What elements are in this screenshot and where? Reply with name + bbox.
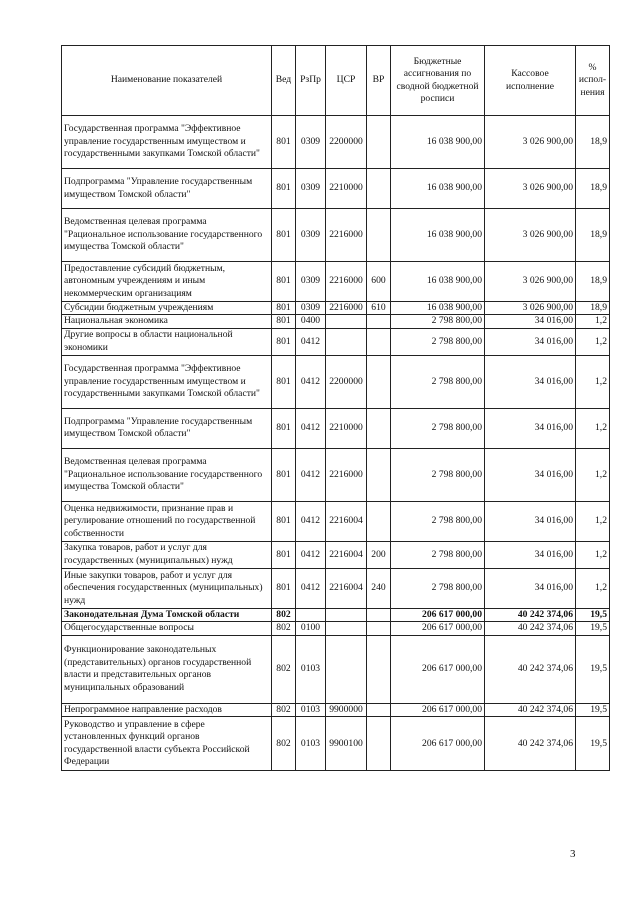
row-cash-execution: 3 026 900,00	[485, 116, 576, 169]
row-ved: 801	[272, 541, 296, 568]
row-percent: 1,2	[576, 328, 610, 355]
row-assignments: 206 617 000,00	[391, 622, 485, 635]
table-row	[62, 209, 610, 262]
row-ved: 801	[272, 302, 296, 315]
header-assignments: Бюджетные ассигнования по сводной бюджетной росписи	[391, 46, 485, 116]
row-vr: 200	[367, 541, 391, 568]
row-assignments: 2 798 800,00	[391, 568, 485, 608]
row-rzpr: 0103	[296, 635, 326, 703]
row-assignments: 2 798 800,00	[391, 541, 485, 568]
row-cash-execution: 40 242 374,06	[485, 717, 576, 771]
row-cash-execution: 3 026 900,00	[485, 302, 576, 315]
row-ved: 802	[272, 608, 296, 621]
row-name: Подпрограмма "Управление государственным имуществом Томской области"	[62, 408, 272, 448]
row-vr	[367, 501, 391, 541]
row-cash-execution: 34 016,00	[485, 355, 576, 408]
table-row	[62, 608, 610, 621]
row-name: Субсидии бюджетным учреждениям	[62, 302, 272, 315]
table-row	[62, 541, 610, 568]
row-csr: 2210000	[326, 408, 367, 448]
row-csr: 2216000	[326, 302, 367, 315]
row-cash-execution: 34 016,00	[485, 541, 576, 568]
row-assignments: 2 798 800,00	[391, 501, 485, 541]
table-row	[62, 328, 610, 355]
row-vr	[367, 328, 391, 355]
row-ved: 801	[272, 568, 296, 608]
row-name: Непрограммное направление расходов	[62, 703, 272, 716]
row-percent: 1,2	[576, 315, 610, 328]
row-name: Общегосударственные вопросы	[62, 622, 272, 635]
row-assignments: 16 038 900,00	[391, 116, 485, 169]
row-cash-execution: 3 026 900,00	[485, 169, 576, 209]
row-percent: 1,2	[576, 501, 610, 541]
row-name: Подпрограмма "Управление государственным имуществом Томской области"	[62, 169, 272, 209]
row-rzpr: 0103	[296, 717, 326, 771]
row-percent: 18,9	[576, 302, 610, 315]
row-name: Национальная экономика	[62, 315, 272, 328]
header-cash-execution: Кассовое исполнение	[485, 46, 576, 116]
row-cash-execution: 34 016,00	[485, 501, 576, 541]
table-row	[62, 622, 610, 635]
table-row	[62, 302, 610, 315]
row-cash-execution: 40 242 374,06	[485, 608, 576, 621]
row-rzpr: 0412	[296, 568, 326, 608]
row-csr: 2216004	[326, 501, 367, 541]
row-ved: 802	[272, 703, 296, 716]
header-ved: Вед	[272, 46, 296, 116]
row-assignments: 2 798 800,00	[391, 355, 485, 408]
row-assignments: 16 038 900,00	[391, 262, 485, 302]
row-rzpr: 0412	[296, 408, 326, 448]
row-rzpr: 0309	[296, 116, 326, 169]
row-name: Законодательная Дума Томской области	[62, 608, 272, 621]
row-percent: 19,5	[576, 703, 610, 716]
table-row	[62, 315, 610, 328]
row-vr: 600	[367, 262, 391, 302]
table-row	[62, 262, 610, 302]
table-row	[62, 635, 610, 703]
row-vr	[367, 635, 391, 703]
row-assignments: 16 038 900,00	[391, 209, 485, 262]
row-cash-execution: 34 016,00	[485, 315, 576, 328]
row-csr	[326, 315, 367, 328]
row-percent: 18,9	[576, 262, 610, 302]
row-name: Предоставление субсидий бюджетным, автономным учреждениям и иным некоммерческим организациям	[62, 262, 272, 302]
row-cash-execution: 3 026 900,00	[485, 209, 576, 262]
row-csr	[326, 608, 367, 621]
row-vr	[367, 315, 391, 328]
row-percent: 19,5	[576, 635, 610, 703]
row-ved: 801	[272, 169, 296, 209]
table-row	[62, 408, 610, 448]
table-row	[62, 116, 610, 169]
row-cash-execution: 34 016,00	[485, 568, 576, 608]
row-vr	[367, 622, 391, 635]
row-csr: 2200000	[326, 355, 367, 408]
row-rzpr: 0412	[296, 328, 326, 355]
header-name: Наименование показателей	[62, 46, 272, 116]
row-percent: 1,2	[576, 541, 610, 568]
row-cash-execution: 34 016,00	[485, 448, 576, 501]
row-name: Функционирование законодательных (представительных) органов государственной власти и представительных органов муниципальных образований	[62, 635, 272, 703]
row-assignments: 16 038 900,00	[391, 302, 485, 315]
row-cash-execution: 40 242 374,06	[485, 635, 576, 703]
row-rzpr: 0100	[296, 622, 326, 635]
row-percent: 1,2	[576, 355, 610, 408]
row-ved: 801	[272, 116, 296, 169]
row-vr: 240	[367, 568, 391, 608]
row-csr	[326, 622, 367, 635]
row-assignments: 206 617 000,00	[391, 717, 485, 771]
table-row	[62, 501, 610, 541]
table-row	[62, 568, 610, 608]
row-rzpr: 0309	[296, 302, 326, 315]
row-assignments: 206 617 000,00	[391, 608, 485, 621]
row-name: Государственная программа "Эффективное управление государственным имуществом и государственными закупками Томской области"	[62, 116, 272, 169]
row-csr: 9900000	[326, 703, 367, 716]
row-name: Закупка товаров, работ и услуг для государственных (муниципальных) нужд	[62, 541, 272, 568]
table-row	[62, 717, 610, 771]
row-rzpr: 0400	[296, 315, 326, 328]
row-csr: 2200000	[326, 116, 367, 169]
row-assignments: 2 798 800,00	[391, 328, 485, 355]
row-cash-execution: 34 016,00	[485, 328, 576, 355]
row-rzpr	[296, 608, 326, 621]
row-csr: 2216000	[326, 209, 367, 262]
row-cash-execution: 40 242 374,06	[485, 622, 576, 635]
row-ved: 801	[272, 209, 296, 262]
row-csr: 2216004	[326, 541, 367, 568]
row-rzpr: 0309	[296, 169, 326, 209]
row-name: Ведомственная целевая программа "Рациональное использование государственного имущества Томской области"	[62, 448, 272, 501]
row-percent: 19,5	[576, 622, 610, 635]
row-assignments: 2 798 800,00	[391, 448, 485, 501]
header-vr: ВР	[367, 46, 391, 116]
row-vr: 610	[367, 302, 391, 315]
row-name: Ведомственная целевая программа "Рациональное использование государственного имущества Томской области"	[62, 209, 272, 262]
row-percent: 18,9	[576, 116, 610, 169]
table-row	[62, 703, 610, 716]
header-percent: % испол-нения	[576, 46, 610, 116]
row-ved: 801	[272, 315, 296, 328]
row-ved: 801	[272, 262, 296, 302]
row-rzpr: 0103	[296, 703, 326, 716]
row-percent: 18,9	[576, 169, 610, 209]
row-name: Руководство и управление в сфере установленных функций органов государственной власти субъекта Российской Федерации	[62, 717, 272, 771]
row-csr: 9900100	[326, 717, 367, 771]
row-percent: 19,5	[576, 608, 610, 621]
row-percent: 1,2	[576, 408, 610, 448]
row-csr	[326, 635, 367, 703]
row-vr	[367, 209, 391, 262]
row-cash-execution: 34 016,00	[485, 408, 576, 448]
row-rzpr: 0412	[296, 501, 326, 541]
row-ved: 801	[272, 328, 296, 355]
row-ved: 801	[272, 501, 296, 541]
row-ved: 802	[272, 622, 296, 635]
row-cash-execution: 3 026 900,00	[485, 262, 576, 302]
row-ved: 801	[272, 408, 296, 448]
row-vr	[367, 448, 391, 501]
row-csr: 2216000	[326, 448, 367, 501]
row-name: Оценка недвижимости, признание прав и регулирование отношений по государственной собственности	[62, 501, 272, 541]
row-vr	[367, 355, 391, 408]
row-ved: 802	[272, 635, 296, 703]
row-ved: 802	[272, 717, 296, 771]
row-rzpr: 0412	[296, 541, 326, 568]
row-assignments: 16 038 900,00	[391, 169, 485, 209]
table-body	[62, 116, 610, 771]
header-csr: ЦСР	[326, 46, 367, 116]
row-percent: 1,2	[576, 448, 610, 501]
row-percent: 1,2	[576, 568, 610, 608]
row-rzpr: 0309	[296, 262, 326, 302]
row-vr	[367, 717, 391, 771]
row-name: Другие вопросы в области национальной экономики	[62, 328, 272, 355]
row-rzpr: 0412	[296, 355, 326, 408]
row-percent: 18,9	[576, 209, 610, 262]
row-name: Государственная программа "Эффективное управление государственным имуществом и государственными закупками Томской области"	[62, 355, 272, 408]
row-csr	[326, 328, 367, 355]
row-vr	[367, 408, 391, 448]
row-name: Иные закупки товаров, работ и услуг для обеспечения государственных (муниципальных) нужд	[62, 568, 272, 608]
table-row	[62, 355, 610, 408]
row-assignments: 2 798 800,00	[391, 408, 485, 448]
row-csr: 2216004	[326, 568, 367, 608]
row-csr: 2216000	[326, 262, 367, 302]
page-number: 3	[570, 848, 576, 860]
row-assignments: 206 617 000,00	[391, 635, 485, 703]
row-csr: 2210000	[326, 169, 367, 209]
row-vr	[367, 116, 391, 169]
row-vr	[367, 169, 391, 209]
table-row	[62, 448, 610, 501]
budget-execution-table	[61, 45, 610, 771]
table-header-row	[62, 46, 610, 116]
row-rzpr: 0309	[296, 209, 326, 262]
row-percent: 19,5	[576, 717, 610, 771]
row-vr	[367, 703, 391, 716]
header-rzpr: РзПр	[296, 46, 326, 116]
row-assignments: 206 617 000,00	[391, 703, 485, 716]
row-ved: 801	[272, 355, 296, 408]
table-row	[62, 169, 610, 209]
row-assignments: 2 798 800,00	[391, 315, 485, 328]
row-vr	[367, 608, 391, 621]
row-cash-execution: 40 242 374,06	[485, 703, 576, 716]
row-rzpr: 0412	[296, 448, 326, 501]
row-ved: 801	[272, 448, 296, 501]
